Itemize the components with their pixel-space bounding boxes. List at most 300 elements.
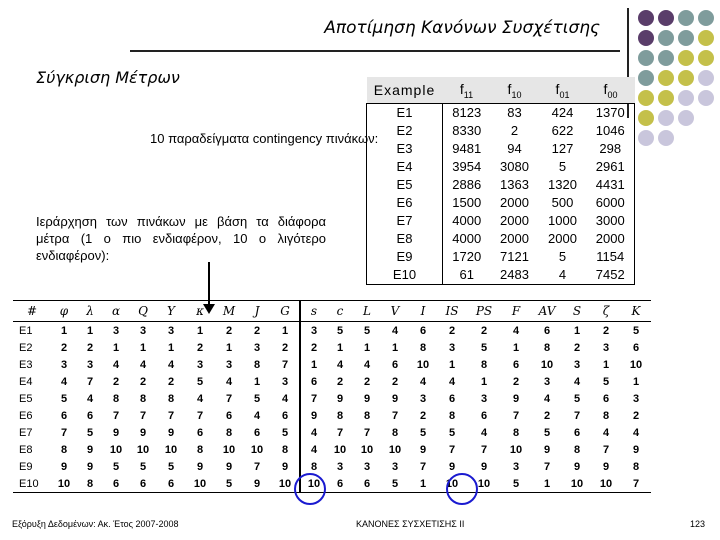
rank-cell: 2 — [602, 324, 610, 337]
rank-cell: 5 — [448, 426, 456, 439]
rank-cell: 2 — [363, 375, 371, 388]
table-row — [13, 356, 651, 373]
rank-cell: 8 — [253, 358, 261, 371]
rank-header-cell: Q — [129, 301, 157, 322]
rank-cell: 7 — [621, 475, 651, 493]
rank-cell: 5 — [167, 460, 175, 473]
rank-cell: 6 — [573, 426, 581, 439]
rank-cell: 1 — [60, 324, 68, 337]
count-cell: 127 — [551, 141, 574, 156]
rank-cell: 1 — [310, 358, 318, 371]
rank-cell: 6 — [253, 426, 261, 439]
rank-cell: 1 — [196, 324, 204, 337]
example-name-cell: E7 — [367, 212, 443, 230]
example-name-cell: E1 — [367, 104, 443, 123]
dot — [638, 70, 654, 86]
rank-cell: 7 — [310, 392, 318, 405]
rank-cell: 1 — [573, 324, 581, 337]
rank-cell: 10 — [250, 443, 264, 456]
count-cell: 1000 — [548, 213, 577, 228]
rank-cell: 9 — [419, 443, 427, 456]
rank-cell: 2 — [336, 375, 344, 388]
rank-cell: 1 — [139, 341, 147, 354]
rank-cell: 3 — [419, 392, 427, 405]
rank-header-cell: G — [271, 301, 300, 322]
rank-cell: 10 — [591, 475, 621, 493]
rank-cell: 8 — [271, 441, 300, 458]
highlight-circle-g-e10 — [294, 473, 326, 505]
dot — [698, 10, 714, 26]
rank-cell: 3 — [391, 460, 399, 473]
rank-cell: 10 — [300, 475, 327, 493]
dot — [678, 10, 694, 26]
rank-cell: 1 — [602, 358, 610, 371]
rank-header-cell: V — [381, 301, 409, 322]
count-cell: 622 — [551, 123, 574, 138]
rank-cell: 3 — [543, 375, 551, 388]
rank-cell: 5 — [381, 475, 409, 493]
rank-cell: 10 — [164, 443, 178, 456]
row-id-cell: E4 — [19, 375, 33, 388]
dot — [698, 70, 714, 86]
rank-cell: 4 — [512, 324, 520, 337]
rank-cell: 3 — [60, 358, 68, 371]
rank-cell: 1 — [86, 324, 94, 337]
rank-cell: 6 — [157, 475, 185, 493]
rank-cell: 6 — [353, 475, 381, 493]
header-f11: $f_{11}$ — [443, 77, 491, 104]
rank-cell: 2 — [225, 324, 233, 337]
rank-cell: 4 — [86, 392, 94, 405]
rank-cell: 9 — [243, 475, 271, 493]
table-row — [367, 194, 635, 212]
footer-topic: ΚΑΝΟΝΕΣ ΣΥΣΧΕΤΙΣΗΣ ΙΙ — [356, 519, 465, 529]
rank-cell: 1 — [112, 341, 120, 354]
rank-cell: 10 — [109, 443, 123, 456]
rank-cell: 5 — [86, 426, 94, 439]
example-name-cell: E4 — [367, 158, 443, 176]
rank-cell: 4 — [480, 426, 488, 439]
header-example: Example — [367, 77, 443, 104]
table-row — [13, 424, 651, 441]
count-cell: 3080 — [500, 159, 529, 174]
count-cell: 2000 — [548, 231, 577, 246]
row-id-cell: E5 — [19, 392, 33, 405]
rank-cell: 4 — [271, 390, 300, 407]
count-cell: 4000 — [452, 231, 482, 246]
rank-cell: 7 — [363, 426, 371, 439]
rank-cell: 6 — [543, 324, 551, 337]
header-f00: $f_{00}$ — [587, 77, 635, 104]
rank-cell: 4 — [448, 375, 456, 388]
rank-cell: 9 — [573, 460, 581, 473]
rank-cell: 2 — [573, 341, 581, 354]
rank-cell: 6 — [632, 341, 640, 354]
rank-cell: 7 — [573, 409, 581, 422]
row-id-cell: E10 — [13, 475, 51, 493]
rank-cell: 2 — [112, 375, 120, 388]
count-cell: 9481 — [452, 141, 482, 156]
rank-cell: 1 — [480, 375, 488, 388]
rank-cell: 9 — [543, 443, 551, 456]
rank-cell: 6 — [103, 475, 129, 493]
dot — [658, 130, 674, 146]
ranking-description: Ιεράρχηση των πινάκων με βάση τα διάφορα μέτρα (1 ο πιο ενδιαφέρον, 10 ο λιγότερο ενδιαφέρον): — [36, 214, 326, 263]
rank-cell: 4 — [419, 375, 427, 388]
count-cell: 61 — [443, 266, 491, 285]
ranking-rows — [13, 322, 651, 493]
table-header-row — [13, 301, 651, 322]
rank-cell: 1 — [632, 375, 640, 388]
rank-cell: 10 — [185, 475, 215, 493]
footer-course: Εξόρυξη Δεδομένων: Ακ. Έτος 2007-2008 — [12, 519, 179, 529]
row-id-cell: E2 — [19, 341, 33, 354]
rank-cell: 10 — [333, 443, 347, 456]
rank-cell: 8 — [512, 426, 520, 439]
rank-header-cell: # — [13, 301, 51, 322]
rank-cell: 5 — [253, 392, 261, 405]
rank-header-cell: F — [501, 301, 531, 322]
page-number: 123 — [690, 519, 706, 529]
count-cell: 8330 — [452, 123, 482, 138]
rank-cell: 7 — [196, 409, 204, 422]
rank-header-cell: λ — [77, 301, 103, 322]
rank-cell: 5 — [363, 324, 371, 337]
rank-cell: 10 — [629, 358, 643, 371]
rank-cell: 2 — [391, 375, 399, 388]
rank-cell: 1 — [363, 341, 371, 354]
count-cell: 2000 — [500, 195, 529, 210]
rank-cell: 7 — [253, 460, 261, 473]
rank-cell: 5 — [112, 460, 120, 473]
rank-cell: 6 — [225, 409, 233, 422]
rank-cell: 8 — [419, 341, 427, 354]
rank-cell: 1 — [167, 341, 175, 354]
rank-header-cell: J — [243, 301, 271, 322]
rank-cell: 2 — [271, 339, 300, 356]
ranking-table — [13, 300, 651, 493]
rank-cell: 5 — [271, 424, 300, 441]
rank-cell: 6 — [480, 409, 488, 422]
rank-cell: 9 — [363, 392, 371, 405]
rank-cell: 2 — [196, 341, 204, 354]
rank-header-cell: I — [409, 301, 437, 322]
rank-cell: 6 — [86, 409, 94, 422]
rank-cell: 5 — [419, 426, 427, 439]
dot — [678, 90, 694, 106]
rank-cell: 2 — [480, 324, 488, 337]
rank-cell: 1 — [225, 341, 233, 354]
rank-cell: 6 — [310, 375, 318, 388]
rank-cell: 5 — [543, 426, 551, 439]
rank-header-cell: PS — [467, 301, 501, 322]
rank-cell: 9 — [632, 443, 640, 456]
rank-cell: 2 — [419, 409, 427, 422]
row-id-cell: E7 — [19, 426, 33, 439]
count-cell: 2886 — [452, 177, 482, 192]
rank-cell: 3 — [196, 358, 204, 371]
count-cell: 2961 — [587, 158, 635, 176]
rank-cell: 3 — [573, 358, 581, 371]
count-cell: 500 — [551, 195, 574, 210]
count-cell: 1720 — [452, 249, 482, 264]
rank-header-cell: M — [215, 301, 243, 322]
rank-cell: 3 — [139, 324, 147, 337]
count-cell: 6000 — [587, 194, 635, 212]
dot — [638, 10, 654, 26]
rank-cell: 6 — [448, 392, 456, 405]
rank-cell: 7 — [448, 443, 456, 456]
dot — [658, 110, 674, 126]
rank-header-cell: φ — [51, 301, 77, 322]
rank-cell: 10 — [136, 443, 150, 456]
rank-cell: 5 — [632, 324, 640, 337]
rank-cell: 6 — [196, 426, 204, 439]
contingency-examples-table — [366, 77, 635, 285]
rank-cell: 9 — [448, 460, 456, 473]
count-cell: 2000 — [500, 231, 529, 246]
rank-cell: 8 — [112, 392, 120, 405]
table-row — [367, 230, 635, 248]
rank-cell: 6 — [391, 358, 399, 371]
count-cell: 3954 — [452, 159, 482, 174]
rank-cell: 5 — [602, 375, 610, 388]
rank-cell: 8 — [480, 358, 488, 371]
rank-header-cell: α — [103, 301, 129, 322]
rank-cell: 8 — [573, 443, 581, 456]
example-name-cell: E2 — [367, 122, 443, 140]
rank-cell: 4 — [310, 426, 318, 439]
rank-header-cell: κ — [185, 301, 215, 322]
section-subtitle: Σύγκριση Μέτρων — [36, 68, 180, 87]
count-cell: 4 — [539, 266, 587, 285]
rank-cell: 3 — [363, 460, 371, 473]
rank-cell: 4 — [139, 358, 147, 371]
highlight-circle-i-e10 — [446, 473, 478, 505]
dot — [658, 70, 674, 86]
rank-header-cell: c — [327, 301, 353, 322]
count-cell: 4431 — [587, 176, 635, 194]
contingency-tables-caption: 10 παραδείγματα contingency πινάκων: — [150, 131, 379, 146]
count-cell: 2483 — [491, 266, 539, 285]
rank-cell: 3 — [112, 324, 120, 337]
rank-cell: 5 — [573, 392, 581, 405]
rank-cell: 5 — [215, 475, 243, 493]
rank-cell: 10 — [437, 475, 467, 493]
rank-cell: 5 — [501, 475, 531, 493]
count-cell: 298 — [587, 140, 635, 158]
rank-cell: 4 — [363, 358, 371, 371]
rank-cell: 7 — [167, 409, 175, 422]
rank-cell: 5 — [60, 392, 68, 405]
rank-cell: 4 — [253, 409, 261, 422]
example-rows — [367, 104, 635, 285]
rank-cell: 10 — [540, 358, 554, 371]
rank-cell: 7 — [60, 426, 68, 439]
example-name-cell: E6 — [367, 194, 443, 212]
rank-cell: 10 — [563, 475, 591, 493]
rank-cell: 6 — [129, 475, 157, 493]
rank-cell: 6 — [327, 475, 353, 493]
example-name-cell: E5 — [367, 176, 443, 194]
rank-cell: 3 — [167, 324, 175, 337]
rank-cell: 8 — [448, 409, 456, 422]
count-cell: 7121 — [500, 249, 529, 264]
rank-cell: 9 — [271, 458, 300, 475]
rank-cell: 10 — [388, 443, 402, 456]
header-f10: $f_{10}$ — [491, 77, 539, 104]
rank-cell: 5 — [480, 341, 488, 354]
rank-cell: 8 — [391, 426, 399, 439]
rank-cell: 8 — [336, 409, 344, 422]
rank-cell: 3 — [512, 460, 520, 473]
table-row — [367, 104, 635, 123]
rank-cell: 4 — [573, 375, 581, 388]
header-f01: $f_{01}$ — [539, 77, 587, 104]
rank-cell: 3 — [448, 341, 456, 354]
rank-cell: 1 — [531, 475, 563, 493]
dot — [678, 30, 694, 46]
rank-cell: 1 — [448, 358, 456, 371]
rank-cell: 2 — [448, 324, 456, 337]
rank-cell: 2 — [512, 375, 520, 388]
row-id-cell: E8 — [19, 443, 33, 456]
row-id-cell: E9 — [19, 460, 33, 473]
dot — [658, 30, 674, 46]
rank-header-cell: ζ — [591, 301, 621, 322]
dot — [698, 90, 714, 106]
rank-cell: 4 — [543, 392, 551, 405]
slide-title: Αποτίμηση Κανόνων Συσχέτισης — [324, 18, 600, 38]
rank-cell: 9 — [310, 409, 318, 422]
rank-cell: 3 — [480, 392, 488, 405]
dot — [698, 50, 714, 66]
rank-cell: 2 — [543, 409, 551, 422]
rank-cell: 8 — [632, 460, 640, 473]
rank-cell: 6 — [419, 324, 427, 337]
rank-cell: 8 — [60, 443, 68, 456]
count-cell: 424 — [551, 105, 574, 120]
rank-cell: 2 — [310, 341, 318, 354]
rank-cell: 5 — [336, 324, 344, 337]
rank-cell: 9 — [602, 460, 610, 473]
rank-cell: 8 — [167, 392, 175, 405]
rank-cell: 7 — [480, 443, 488, 456]
example-name-cell: E8 — [367, 230, 443, 248]
rank-cell: 3 — [86, 358, 94, 371]
table-row — [13, 441, 651, 458]
dot — [678, 70, 694, 86]
rank-cell: 9 — [336, 392, 344, 405]
rank-cell: 4 — [225, 375, 233, 388]
table-row — [13, 373, 651, 390]
rank-cell: 4 — [310, 443, 318, 456]
rank-cell: 7 — [271, 356, 300, 373]
rank-header-cell: S — [563, 301, 591, 322]
rank-header-cell: L — [353, 301, 381, 322]
rank-cell: 2 — [632, 409, 640, 422]
rank-cell: 7 — [336, 426, 344, 439]
table-row — [367, 266, 635, 285]
rank-cell: 4 — [336, 358, 344, 371]
table-row — [13, 390, 651, 407]
rank-cell: 6 — [512, 358, 520, 371]
decorative-dot-grid — [636, 8, 720, 158]
rank-cell: 8 — [310, 460, 318, 473]
title-horizontal-rule — [130, 50, 620, 52]
rank-cell: 7 — [86, 375, 94, 388]
count-cell: 8123 — [452, 105, 482, 120]
rank-cell: 10 — [509, 443, 523, 456]
row-id-cell: E6 — [19, 409, 33, 422]
rank-cell: 5 — [196, 375, 204, 388]
rank-cell: 9 — [391, 392, 399, 405]
count-cell: 83 — [507, 105, 522, 120]
rank-cell: 6 — [271, 407, 300, 424]
rank-cell: 9 — [86, 460, 94, 473]
rank-cell: 4 — [112, 358, 120, 371]
rank-cell: 7 — [225, 392, 233, 405]
table-row — [13, 475, 651, 493]
rank-header-cell: Y — [157, 301, 185, 322]
table-header-row — [367, 77, 635, 104]
rank-cell: 3 — [253, 341, 261, 354]
rank-cell: 10 — [360, 443, 374, 456]
rank-cell: 4 — [196, 392, 204, 405]
row-id-cell: E1 — [19, 324, 33, 337]
count-cell: 1363 — [500, 177, 529, 192]
rank-cell: 7 — [512, 409, 520, 422]
dot — [698, 30, 714, 46]
rank-cell: 3 — [271, 373, 300, 390]
rank-cell: 1 — [391, 341, 399, 354]
rank-cell: 9 — [480, 460, 488, 473]
rank-cell: 1 — [253, 375, 261, 388]
count-cell: 1500 — [452, 195, 482, 210]
row-id-cell: E3 — [19, 358, 33, 371]
rank-cell: 9 — [167, 426, 175, 439]
rank-cell: 8 — [225, 426, 233, 439]
rank-cell: 3 — [632, 392, 640, 405]
count-cell: 1046 — [587, 122, 635, 140]
rank-cell: 5 — [139, 460, 147, 473]
example-name-cell: E9 — [367, 248, 443, 266]
rank-cell: 10 — [271, 475, 300, 493]
rank-header-cell: IS — [437, 301, 467, 322]
dot — [658, 10, 674, 26]
count-cell: 5 — [558, 249, 567, 264]
count-cell: 1370 — [587, 104, 635, 123]
rank-cell: 1 — [409, 475, 437, 493]
rank-cell: 10 — [51, 475, 77, 493]
dot — [658, 90, 674, 106]
rank-header-cell: K — [621, 301, 651, 322]
dot — [638, 90, 654, 106]
table-row — [13, 458, 651, 475]
table-row — [367, 140, 635, 158]
rank-cell: 4 — [167, 358, 175, 371]
rank-cell: 10 — [467, 475, 501, 493]
rank-cell: 7 — [543, 460, 551, 473]
rank-cell: 8 — [363, 409, 371, 422]
rank-header-cell: AV — [531, 301, 563, 322]
rank-cell: 4 — [60, 375, 68, 388]
dot — [678, 50, 694, 66]
rank-cell: 3 — [310, 324, 318, 337]
rank-cell: 1 — [512, 341, 520, 354]
rank-cell: 7 — [419, 460, 427, 473]
table-row — [367, 158, 635, 176]
